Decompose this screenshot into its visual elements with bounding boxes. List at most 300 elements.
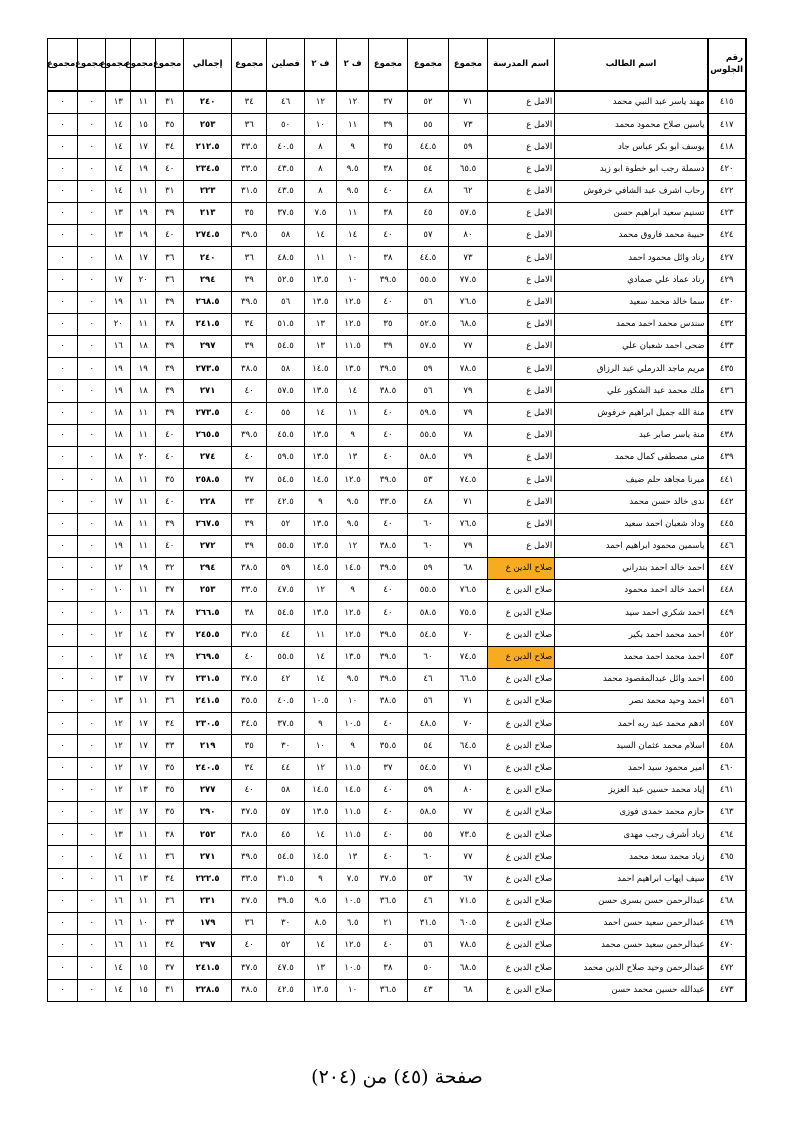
column-header: ف ٢ [337,39,369,92]
score-cell: ٥٢ [267,935,304,957]
seat-number-cell: ٤١٥ [708,91,746,114]
school-name-cell: صلاح الدين ع [487,557,555,579]
score-cell: ١٤.٥ [304,846,336,868]
score-cell: ١٢.٥ [337,313,369,335]
score-cell: ١٢.٥ [337,935,369,957]
score-cell: ١١.٥ [337,757,369,779]
seat-number-cell: ٤٦٩ [708,912,746,934]
score-cell: ٤٤ [267,624,304,646]
score-cell: ٦٠.٥ [449,912,487,934]
score-cell: ٧١ [449,491,487,513]
table-row [48,469,747,491]
score-cell: ١٠.٥ [337,957,369,979]
score-cell: ١٦ [106,890,131,912]
score-cell: ٠ [48,557,78,579]
score-cell: ٣٨ [156,313,184,335]
score-cell: ١٣ [304,336,336,358]
score-cell: ١١ [131,291,156,313]
score-cell: ٢٥٣ [184,580,232,602]
score-cell: ٤٠ [369,802,407,824]
student-name-cell: منى مصطفى كمال محمد [555,447,708,469]
seat-number-cell: ٤٣٨ [708,424,746,446]
score-cell: ٠ [48,824,78,846]
score-cell: ٠ [78,447,106,469]
score-cell: ٠ [78,979,106,1001]
table-row [48,935,747,957]
score-cell: ١١ [131,402,156,424]
score-cell: ٥٨.٥ [407,447,449,469]
score-cell: ١٣ [337,447,369,469]
score-cell: ٢٤٠ [184,91,232,114]
score-cell: ٢٦٩.٥ [184,646,232,668]
score-cell: ٣٦ [156,247,184,269]
student-name-cell: احمد محمد احمد محمد [555,646,708,668]
seat-number-cell: ٤٣٥ [708,358,746,380]
score-cell: ١١ [304,624,336,646]
score-cell: ٠ [78,624,106,646]
grades-table [47,38,747,1002]
school-name-cell: صلاح الدين ع [487,691,555,713]
column-header: مجموع [78,39,106,92]
score-cell: ١٤ [131,646,156,668]
table-row [48,180,747,202]
seat-number-cell: ٤٢٠ [708,158,746,180]
score-cell: ٣٩.٥ [232,225,267,247]
score-cell: ٧٦.٥ [449,291,487,313]
score-cell: ٥٦ [407,691,449,713]
score-cell: ١٣ [106,824,131,846]
score-cell: ١١ [131,91,156,114]
table-row [48,602,747,624]
score-cell: ١٢ [337,535,369,557]
score-cell: ٣٩.٥ [369,646,407,668]
score-cell: ٢٧٢ [184,535,232,557]
score-cell: ٠ [48,358,78,380]
score-cell: ٣٥ [232,735,267,757]
score-cell: ٢١ [369,912,407,934]
score-cell: ٥٤.٥ [267,336,304,358]
score-cell: ١٢ [106,713,131,735]
score-cell: ١٨ [106,447,131,469]
student-name-cell: إياد محمد حسين عبد العزيز [555,779,708,801]
school-name-cell: الامل ع [487,336,555,358]
score-cell: ٣٩.٥ [267,890,304,912]
school-name-cell: الامل ع [487,358,555,380]
score-cell: ٥٩ [407,557,449,579]
score-cell: ١٣ [106,668,131,690]
student-name-cell: ملك محمد عبد الشكور علي [555,380,708,402]
column-header: مجموع [407,39,449,92]
seat-number-cell: ٤٥٥ [708,668,746,690]
student-name-cell: احمد محمد احمد بكير [555,624,708,646]
score-cell: ٣١ [156,979,184,1001]
score-cell: ٧٥.٥ [449,602,487,624]
score-cell: ٠ [48,447,78,469]
score-cell: ٧١ [449,757,487,779]
score-cell: ٣٤ [232,91,267,114]
score-cell: ٥٦ [407,291,449,313]
score-cell: ٣٥ [156,802,184,824]
student-name-cell: رحاب اشرف عبد الشافي خرفوش [555,180,708,202]
score-cell: ٤٨ [407,180,449,202]
score-cell: ١٦ [106,336,131,358]
score-cell: ٤٠ [369,779,407,801]
score-cell: ٤٠ [369,225,407,247]
score-cell: ٩.٥ [337,668,369,690]
score-cell: ٣٦ [156,691,184,713]
score-cell: ٧٤.٥ [449,469,487,491]
score-cell: ٢٤٥.٥ [184,624,232,646]
score-cell: ٥٧.٥ [407,336,449,358]
score-cell: ٣٠ [267,735,304,757]
score-cell: ٠ [78,225,106,247]
student-name-cell: عبدالرحمن سعيد حسن محمد [555,935,708,957]
seat-number-cell: ٤٤٥ [708,513,746,535]
score-cell: ٢٢٢.٥ [184,868,232,890]
score-cell: ٢٥٢ [184,824,232,846]
seat-number-cell: ٤٥٣ [708,646,746,668]
page-footer: صفحة (٤٥) من (٢٠٤) [311,1066,483,1088]
score-cell: ٣١ [156,91,184,114]
score-cell: ٣٢ [156,557,184,579]
score-cell: ١١ [131,890,156,912]
score-cell: ٥٩ [267,557,304,579]
score-cell: ٠ [48,912,78,934]
score-cell: ١١ [131,313,156,335]
score-cell: ١١ [337,402,369,424]
score-cell: ٣٥.٥ [232,691,267,713]
score-cell: ٠ [48,979,78,1001]
score-cell: ٠ [78,668,106,690]
score-cell: ٣٦ [232,912,267,934]
seat-number-cell: ٤٦٨ [708,890,746,912]
seat-number-cell: ٤٦١ [708,779,746,801]
score-cell: ٧٧ [449,336,487,358]
score-cell: ٠ [78,91,106,114]
score-cell: ٣٤.٥ [232,713,267,735]
score-cell: ٠ [78,713,106,735]
score-cell: ٥٤ [407,158,449,180]
table-row [48,912,747,934]
score-cell: ٣٩ [232,535,267,557]
score-cell: ٤٠ [156,535,184,557]
column-header: مجموع [131,39,156,92]
score-cell: ٢٦٥.٥ [184,424,232,446]
score-cell: ٣٩.٥ [369,469,407,491]
score-cell: ٠ [78,469,106,491]
score-cell: ٢٤٠.٥ [184,757,232,779]
score-cell: ٦٨.٥ [449,313,487,335]
score-cell: ٤٠ [369,513,407,535]
score-cell: ٠ [78,180,106,202]
school-name-cell: الامل ع [487,469,555,491]
score-cell: ٠ [48,469,78,491]
school-name-cell: الامل ع [487,313,555,335]
score-cell: ٢٣٠.٥ [184,713,232,735]
seat-number-cell: ٤٢٣ [708,202,746,224]
student-name-cell: حبيبة محمد فاروق محمد [555,225,708,247]
score-cell: ٠ [48,91,78,114]
score-cell: ١٤ [131,624,156,646]
score-cell: ٤٠ [369,602,407,624]
score-cell: ٢٦٧.٥ [184,513,232,535]
score-cell: ١٤ [106,979,131,1001]
score-cell: ٠ [48,624,78,646]
school-name-cell: الامل ع [487,402,555,424]
school-name-cell: الامل ع [487,158,555,180]
seat-number-cell: ٤١٨ [708,136,746,158]
school-name-cell: الامل ع [487,180,555,202]
score-cell: ٠ [78,935,106,957]
score-cell: ١٩ [131,158,156,180]
score-cell: ٠ [48,336,78,358]
score-cell: ١٠ [131,912,156,934]
score-cell: ١٧ [131,713,156,735]
school-name-cell: صلاح الدين ع [487,979,555,1001]
score-cell: ٤٠ [232,402,267,424]
score-cell: ٦٠ [407,535,449,557]
score-cell: ١٧ [131,136,156,158]
column-header: إجمالي [184,39,232,92]
score-cell: ٣٩ [156,513,184,535]
score-cell: ٣٦ [232,114,267,136]
score-cell: ٣٤ [156,868,184,890]
score-cell: ٠ [78,580,106,602]
table-body [48,91,747,1001]
table-row [48,646,747,668]
score-cell: ١٣.٥ [304,424,336,446]
score-cell: ١٣.٥ [304,802,336,824]
score-cell: ٢٣٤.٥ [184,158,232,180]
score-cell: ٠ [78,735,106,757]
school-name-cell: صلاح الدين ع [487,957,555,979]
score-cell: ٦٨ [449,557,487,579]
score-cell: ٠ [48,935,78,957]
score-cell: ٥٢.٥ [267,269,304,291]
score-cell: ٠ [48,779,78,801]
student-name-cell: احمد وحيد محمد نصر [555,691,708,713]
score-cell: ١٤ [304,225,336,247]
score-cell: ١٥ [131,114,156,136]
score-cell: ٧٦.٥ [449,580,487,602]
table-row [48,802,747,824]
score-cell: ٣٩.٥ [232,424,267,446]
school-name-cell: صلاح الدين ع [487,602,555,624]
score-cell: ٠ [78,824,106,846]
seat-number-cell: ٤٧٠ [708,935,746,957]
score-cell: ٣٧.٥ [369,868,407,890]
column-header: مجموع [232,39,267,92]
score-cell: ٠ [48,180,78,202]
school-name-cell: صلاح الدين ع [487,846,555,868]
score-cell: ٠ [78,602,106,624]
score-cell: ٥٥ [267,402,304,424]
school-name-cell: صلاح الدين ع [487,935,555,957]
score-cell: ٣٨ [369,957,407,979]
score-cell: ٢٣١.٥ [184,668,232,690]
score-cell: ١٩ [106,291,131,313]
student-name-cell: عبدالرحمن وحيد صلاح الدين محمد [555,957,708,979]
score-cell: ١٦ [131,602,156,624]
column-header: مجموع [156,39,184,92]
student-name-cell: احمد خالد احمد بندراني [555,557,708,579]
score-cell: ٣٨.٥ [232,824,267,846]
score-cell: ٤٢.٥ [267,979,304,1001]
school-name-cell: صلاح الدين ع [487,779,555,801]
score-cell: ٣٥ [156,469,184,491]
score-cell: ٣٩ [369,336,407,358]
score-cell: ٣٨ [156,824,184,846]
school-name-cell: الامل ع [487,380,555,402]
score-cell: ٢٠ [131,269,156,291]
score-cell: ١٩ [131,202,156,224]
score-cell: ١٠ [106,580,131,602]
score-cell: ٣٣.٥ [369,491,407,513]
score-cell: ٤٦ [267,91,304,114]
score-cell: ٤٣.٥ [267,158,304,180]
score-cell: ١٨ [131,380,156,402]
score-cell: ٥٢ [407,91,449,114]
score-cell: ٤٣ [407,979,449,1001]
score-cell: ٢١٩ [184,735,232,757]
score-cell: ٧١ [449,691,487,713]
school-name-cell: الامل ع [487,447,555,469]
score-cell: ٦٤.٥ [449,735,487,757]
score-cell: ٥٥ [407,114,449,136]
score-cell: ٥٤.٥ [407,757,449,779]
seat-number-cell: ٤٦٥ [708,846,746,868]
score-cell: ١٣ [131,868,156,890]
score-cell: ١٢ [106,735,131,757]
school-name-cell: صلاح الدين ع [487,735,555,757]
score-cell: ٢٧٧ [184,779,232,801]
score-cell: ٠ [78,513,106,535]
table-row [48,402,747,424]
score-cell: ١٧ [131,735,156,757]
score-cell: ٣٨.٥ [369,535,407,557]
score-cell: ١٣.٥ [337,358,369,380]
score-cell: ٣٩ [156,202,184,224]
score-cell: ٩ [337,424,369,446]
score-cell: ٥١.٥ [267,313,304,335]
score-cell: ٤٠ [156,225,184,247]
score-cell: ٠ [48,114,78,136]
score-cell: ١٣ [106,91,131,114]
score-cell: ٣٥ [156,779,184,801]
score-cell: ١٣.٥ [304,602,336,624]
score-cell: ٣٩.٥ [232,846,267,868]
score-cell: ٣٣.٥ [232,136,267,158]
score-cell: ١٧ [131,757,156,779]
school-name-cell: الامل ع [487,91,555,114]
score-cell: ٢٩٤ [184,269,232,291]
score-cell: ١٩ [131,557,156,579]
score-cell: ٠ [48,868,78,890]
score-cell: ٠ [48,846,78,868]
score-cell: ٨٠ [449,225,487,247]
student-name-cell: تسنيم سعيد ابراهيم حسن [555,202,708,224]
student-name-cell: ياسمين محمود ابراهيم احمد [555,535,708,557]
student-name-cell: احمد شكري احمد سيد [555,602,708,624]
score-cell: ٣٧.٥ [232,668,267,690]
student-name-cell: عبدالله حسين محمد حسن [555,979,708,1001]
score-cell: ١٤ [106,846,131,868]
table-row [48,513,747,535]
score-cell: ٢٧٣.٥ [184,402,232,424]
score-cell: ٣٥.٥ [369,735,407,757]
score-cell: ٧.٥ [304,202,336,224]
score-cell: ٥٣ [407,868,449,890]
column-header: فصلين [267,39,304,92]
score-cell: ٣٦ [156,846,184,868]
score-cell: ٣٩ [156,402,184,424]
score-cell: ٤٠ [369,180,407,202]
score-cell: ٣٧ [156,957,184,979]
score-cell: ٣٨ [369,247,407,269]
score-cell: ٢٢٨ [184,491,232,513]
score-cell: ٠ [78,802,106,824]
score-cell: ٥٧ [267,802,304,824]
score-cell: ٣٥ [156,114,184,136]
school-name-cell: صلاح الدين ع [487,757,555,779]
score-cell: ١٤.٥ [304,557,336,579]
score-cell: ٠ [48,691,78,713]
score-cell: ١٢.٥ [337,602,369,624]
score-cell: ٥٤.٥ [267,469,304,491]
score-cell: ٢٤١.٥ [184,691,232,713]
score-cell: ١٢ [337,91,369,114]
score-cell: ٥٠ [267,114,304,136]
table-row [48,313,747,335]
score-cell: ٣٨.٥ [232,358,267,380]
score-cell: ٢٩٧ [184,336,232,358]
score-cell: ٠ [78,313,106,335]
score-cell: ٤٤.٥ [407,136,449,158]
score-cell: ٠ [48,513,78,535]
score-cell: ٤٠.٥ [267,136,304,158]
score-cell: ٣٤ [232,313,267,335]
score-cell: ١٤ [106,957,131,979]
score-cell: ٢٤١.٥ [184,957,232,979]
score-cell: ١٢ [106,779,131,801]
column-header: مجموع [48,39,78,92]
score-cell: ١٥ [131,957,156,979]
score-cell: ٤٠ [232,646,267,668]
table-row [48,557,747,579]
score-cell: ٢١٣ [184,202,232,224]
score-cell: ٧٠ [449,624,487,646]
score-cell: ٤٨ [407,491,449,513]
table-row [48,535,747,557]
student-name-cell: امير محمود سيد احمد [555,757,708,779]
score-cell: ١٤ [304,402,336,424]
score-cell: ٢٣١ [184,890,232,912]
score-cell: ١٠.٥ [304,691,336,713]
seat-number-cell: ٤٤٩ [708,602,746,624]
score-cell: ٣١.٥ [267,868,304,890]
student-name-cell: عبدالرحمن سعيد حسن احمد [555,912,708,934]
score-cell: ٣٧ [156,668,184,690]
table-row [48,114,747,136]
score-cell: ٣٦ [156,269,184,291]
score-cell: ٣٠ [267,912,304,934]
score-cell: ٣٧ [156,580,184,602]
score-cell: ٩ [337,735,369,757]
table-row [48,158,747,180]
score-cell: ٠ [78,247,106,269]
grades-sheet [47,38,747,1002]
score-cell: ١٣.٥ [304,979,336,1001]
